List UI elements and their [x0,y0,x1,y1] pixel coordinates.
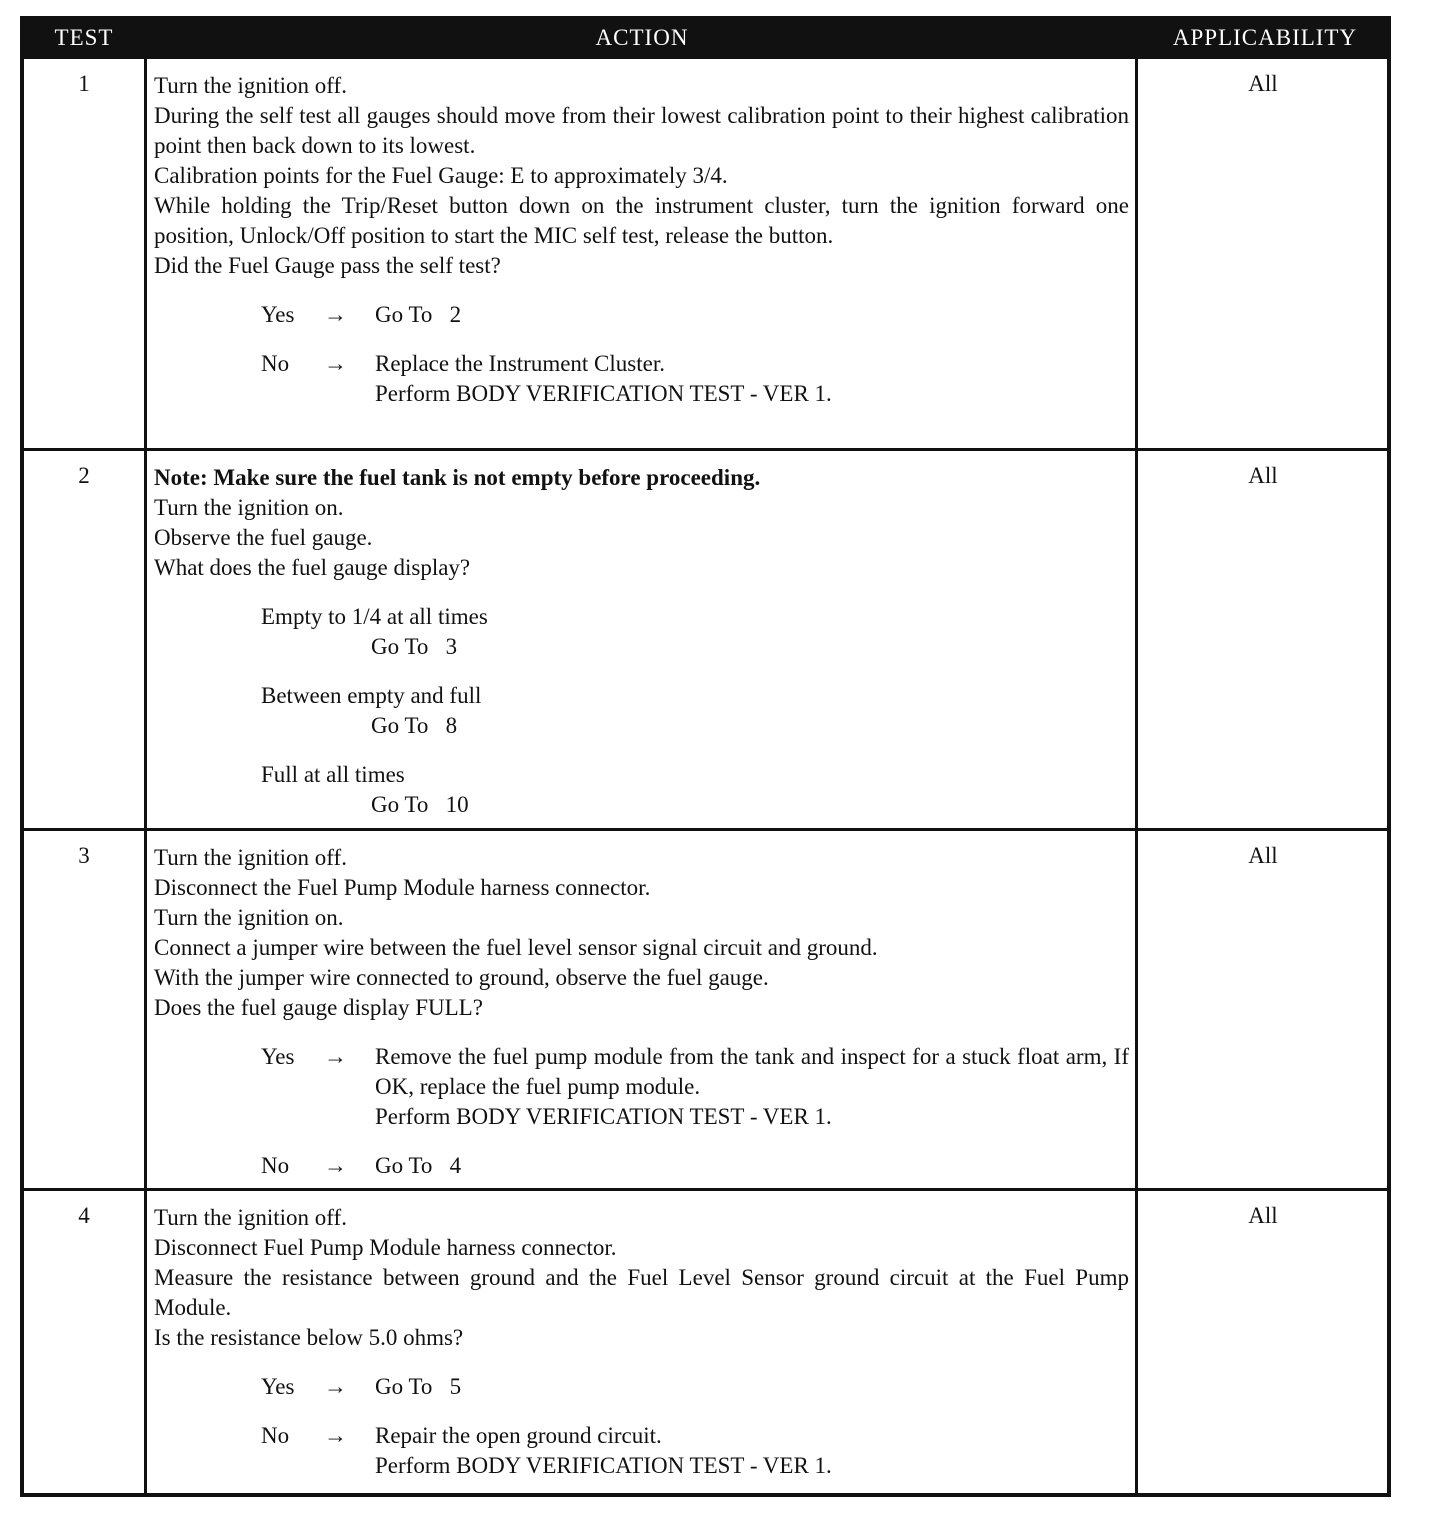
answer-yes [154,1042,1129,1132]
test-number: 3 [78,843,90,868]
display-choice [154,602,1129,662]
right-arrow-icon: → [324,351,347,376]
right-arrow-icon: → [324,302,347,327]
applicability-value: All [1248,463,1278,488]
answer-yes [154,1372,1129,1402]
diagnostic-test-table [20,16,1391,1497]
action-line: Observe the fuel gauge. [154,525,373,550]
answer-label: Yes [261,1374,295,1399]
action-line: Disconnect Fuel Pump Module harness connector. [154,1235,617,1260]
action-line: Connect a jumper wire between the fuel level sensor signal circuit and ground. [154,935,878,960]
answer-result: Go To 4 [375,1153,462,1178]
answer-result: Perform BODY VERIFICATION TEST - VER 1. [375,1104,832,1129]
answer-label: No [261,1153,290,1178]
action-line: Turn the ignition off. [154,1205,347,1230]
right-arrow-icon: → [324,1423,347,1448]
action-cell [154,843,1129,1181]
choice-goto: Go To 8 [371,713,458,738]
table-row-test-3 [24,831,1387,1188]
action-line: During the self test all gauges should move from their lowest calibration point to their highest calibration point then back down to its lowest. [154,103,1129,158]
answer-yes [154,300,1129,330]
applicability-value: All [1248,71,1278,96]
header-action: ACTION [595,25,689,50]
table-row-test-4 [24,1191,1387,1493]
action-line: Turn the ignition off. [154,845,347,870]
action-line: Did the Fuel Gauge pass the self test? [154,253,501,278]
answer-result: Repair the open ground circuit. [375,1423,662,1448]
action-line: Is the resistance below 5.0 ohms? [154,1325,464,1350]
header-applicability: APPLICABILITY [1172,25,1358,50]
action-line: Turn the ignition off. [154,73,347,98]
action-line: What does the fuel gauge display? [154,555,471,580]
table-row-test-2 [24,451,1387,828]
answer-result: Perform BODY VERIFICATION TEST - VER 1. [375,381,832,406]
answer-result: Perform BODY VERIFICATION TEST - VER 1. [375,1453,832,1478]
answer-result: Go To 2 [375,302,462,327]
answer-no [154,349,1129,409]
answer-no [154,1421,1129,1481]
answer-label: Yes [261,302,295,327]
action-cell [154,1203,1129,1481]
choice-text: Full at all times [261,762,405,787]
table-row-test-1 [24,59,1387,448]
action-cell [154,71,1129,409]
action-line: Measure the resistance between ground and the Fuel Level Sensor ground circuit at the Fuel Pump Module. [154,1265,1129,1320]
test-number: 4 [78,1203,90,1228]
test-number: 1 [78,71,90,96]
action-line: With the jumper wire connected to ground, observe the fuel gauge. [154,965,769,990]
applicability-value: All [1248,1203,1278,1228]
action-line: Disconnect the Fuel Pump Module harness connector. [154,875,651,900]
header-test: TEST [54,25,114,50]
right-arrow-icon: → [324,1044,347,1069]
answer-result: Remove the fuel pump module from the tank and inspect for a stuck float arm, If OK, replace the fuel pump module. [375,1044,1129,1099]
display-choice [154,681,1129,741]
action-cell [154,463,1129,820]
choice-text: Empty to 1/4 at all times [261,604,488,629]
applicability-value: All [1248,843,1278,868]
table-header [24,16,1387,59]
action-line: Turn the ignition on. [154,495,344,520]
right-arrow-icon: → [324,1374,347,1399]
answer-label: Yes [261,1044,295,1069]
test-number: 2 [78,463,90,488]
answer-result: Replace the Instrument Cluster. [375,351,665,376]
action-line: Turn the ignition on. [154,905,344,930]
action-line: Calibration points for the Fuel Gauge: E to approximately 3/4. [154,163,728,188]
choice-goto: Go To 3 [371,634,458,659]
action-line: While holding the Trip/Reset button down on the instrument cluster, turn the ignition forward one position, Unlock/Off position to start the MIC self test, release the button. [154,193,1129,248]
display-choice [154,760,1129,820]
answer-label: No [261,1423,290,1448]
answer-label: No [261,351,290,376]
right-arrow-icon: → [324,1153,347,1178]
answer-no [154,1151,1129,1181]
choice-text: Between empty and full [261,683,482,708]
answer-result: Go To 5 [375,1374,462,1399]
action-line: Does the fuel gauge display FULL? [154,995,483,1020]
note-text: Note: Make sure the fuel tank is not empty before proceeding. [154,465,761,490]
choice-goto: Go To 10 [371,792,469,817]
